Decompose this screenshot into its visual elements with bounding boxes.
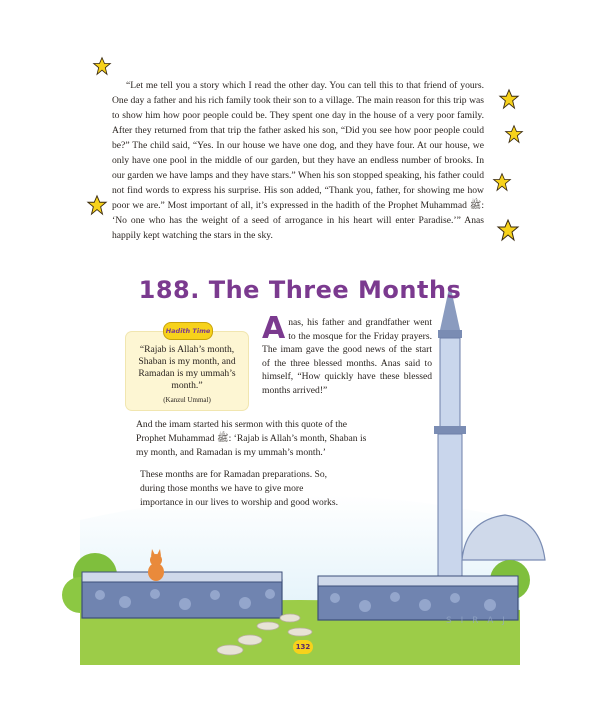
stone-wall-left [82,572,282,618]
intro-paragraph: “Let me tell you a story which I read the other day. You can tell this to that friend of yours. One day a father and his rich family took their son to a village. The main reason for this trip was to show him how poor people could be. They spent one day in the house of a very poor family. After they returned from that trip the father asked his son, “Did you see how poor people could be?” The child said, “Yes. In our house we have one dog, and they have four. At our house, we only have one pool in the middle of our garden, but they have an endless number of brooks. In our garden we have lamps and they have stars.” When his son stopped speaking, his father could not find words to express his surprise. His son added, “Thank you, father, for showing me how poor we are.” Most important of all, it’s expressed in the hadith of the Prophet Muhammad ﷺ: ‘No one who has the weight of a seed of arrogance in his heart will enter Paradise.’” Anas happily kept watching the stars in the sky. [112,80,484,241]
star-icon [86,194,108,216]
stone-wall-right [318,576,518,620]
hadith-quote: “Rajab is Allah’s month, Shaban is my month, and Ramadan is my ummah’s month.” [138,344,236,391]
section-title: 188. The Three Months [138,276,462,304]
star-icon [504,124,524,144]
story-para1-text: nas, his father and grandfather went to the mosque for the Friday prayers. The imam gave the good news of the start of the three blessed months. Anas said to himself, “How quickly have these blessed months arrived!” [262,317,432,396]
hadith-source: (Kanzul Ummal) [163,396,211,404]
story-paragraph-2: And the imam started his sermon with this quote of the Prophet Muhammad ﷺ: ‘Rajab is Allah’s month, Shaban is my month, and Ramadan is my ummah’s month.’ [136,419,367,458]
star-icon [498,88,520,110]
drop-cap: A [262,311,286,346]
story-paragraph-1 [262,311,432,397]
watermark: S I R A J [446,616,508,626]
minaret [434,284,466,594]
intro-story-text [112,78,484,243]
page-number: 132 [293,640,313,654]
story-paragraph-3: These months are for Ramadan preparations. So, during those months we have to give more importance in our lives to worship and good works. [140,469,338,508]
star-icon [92,56,112,76]
star-icon [496,218,520,242]
star-icon [492,172,512,192]
hadith-time-badge: Hadith Time [163,322,213,340]
